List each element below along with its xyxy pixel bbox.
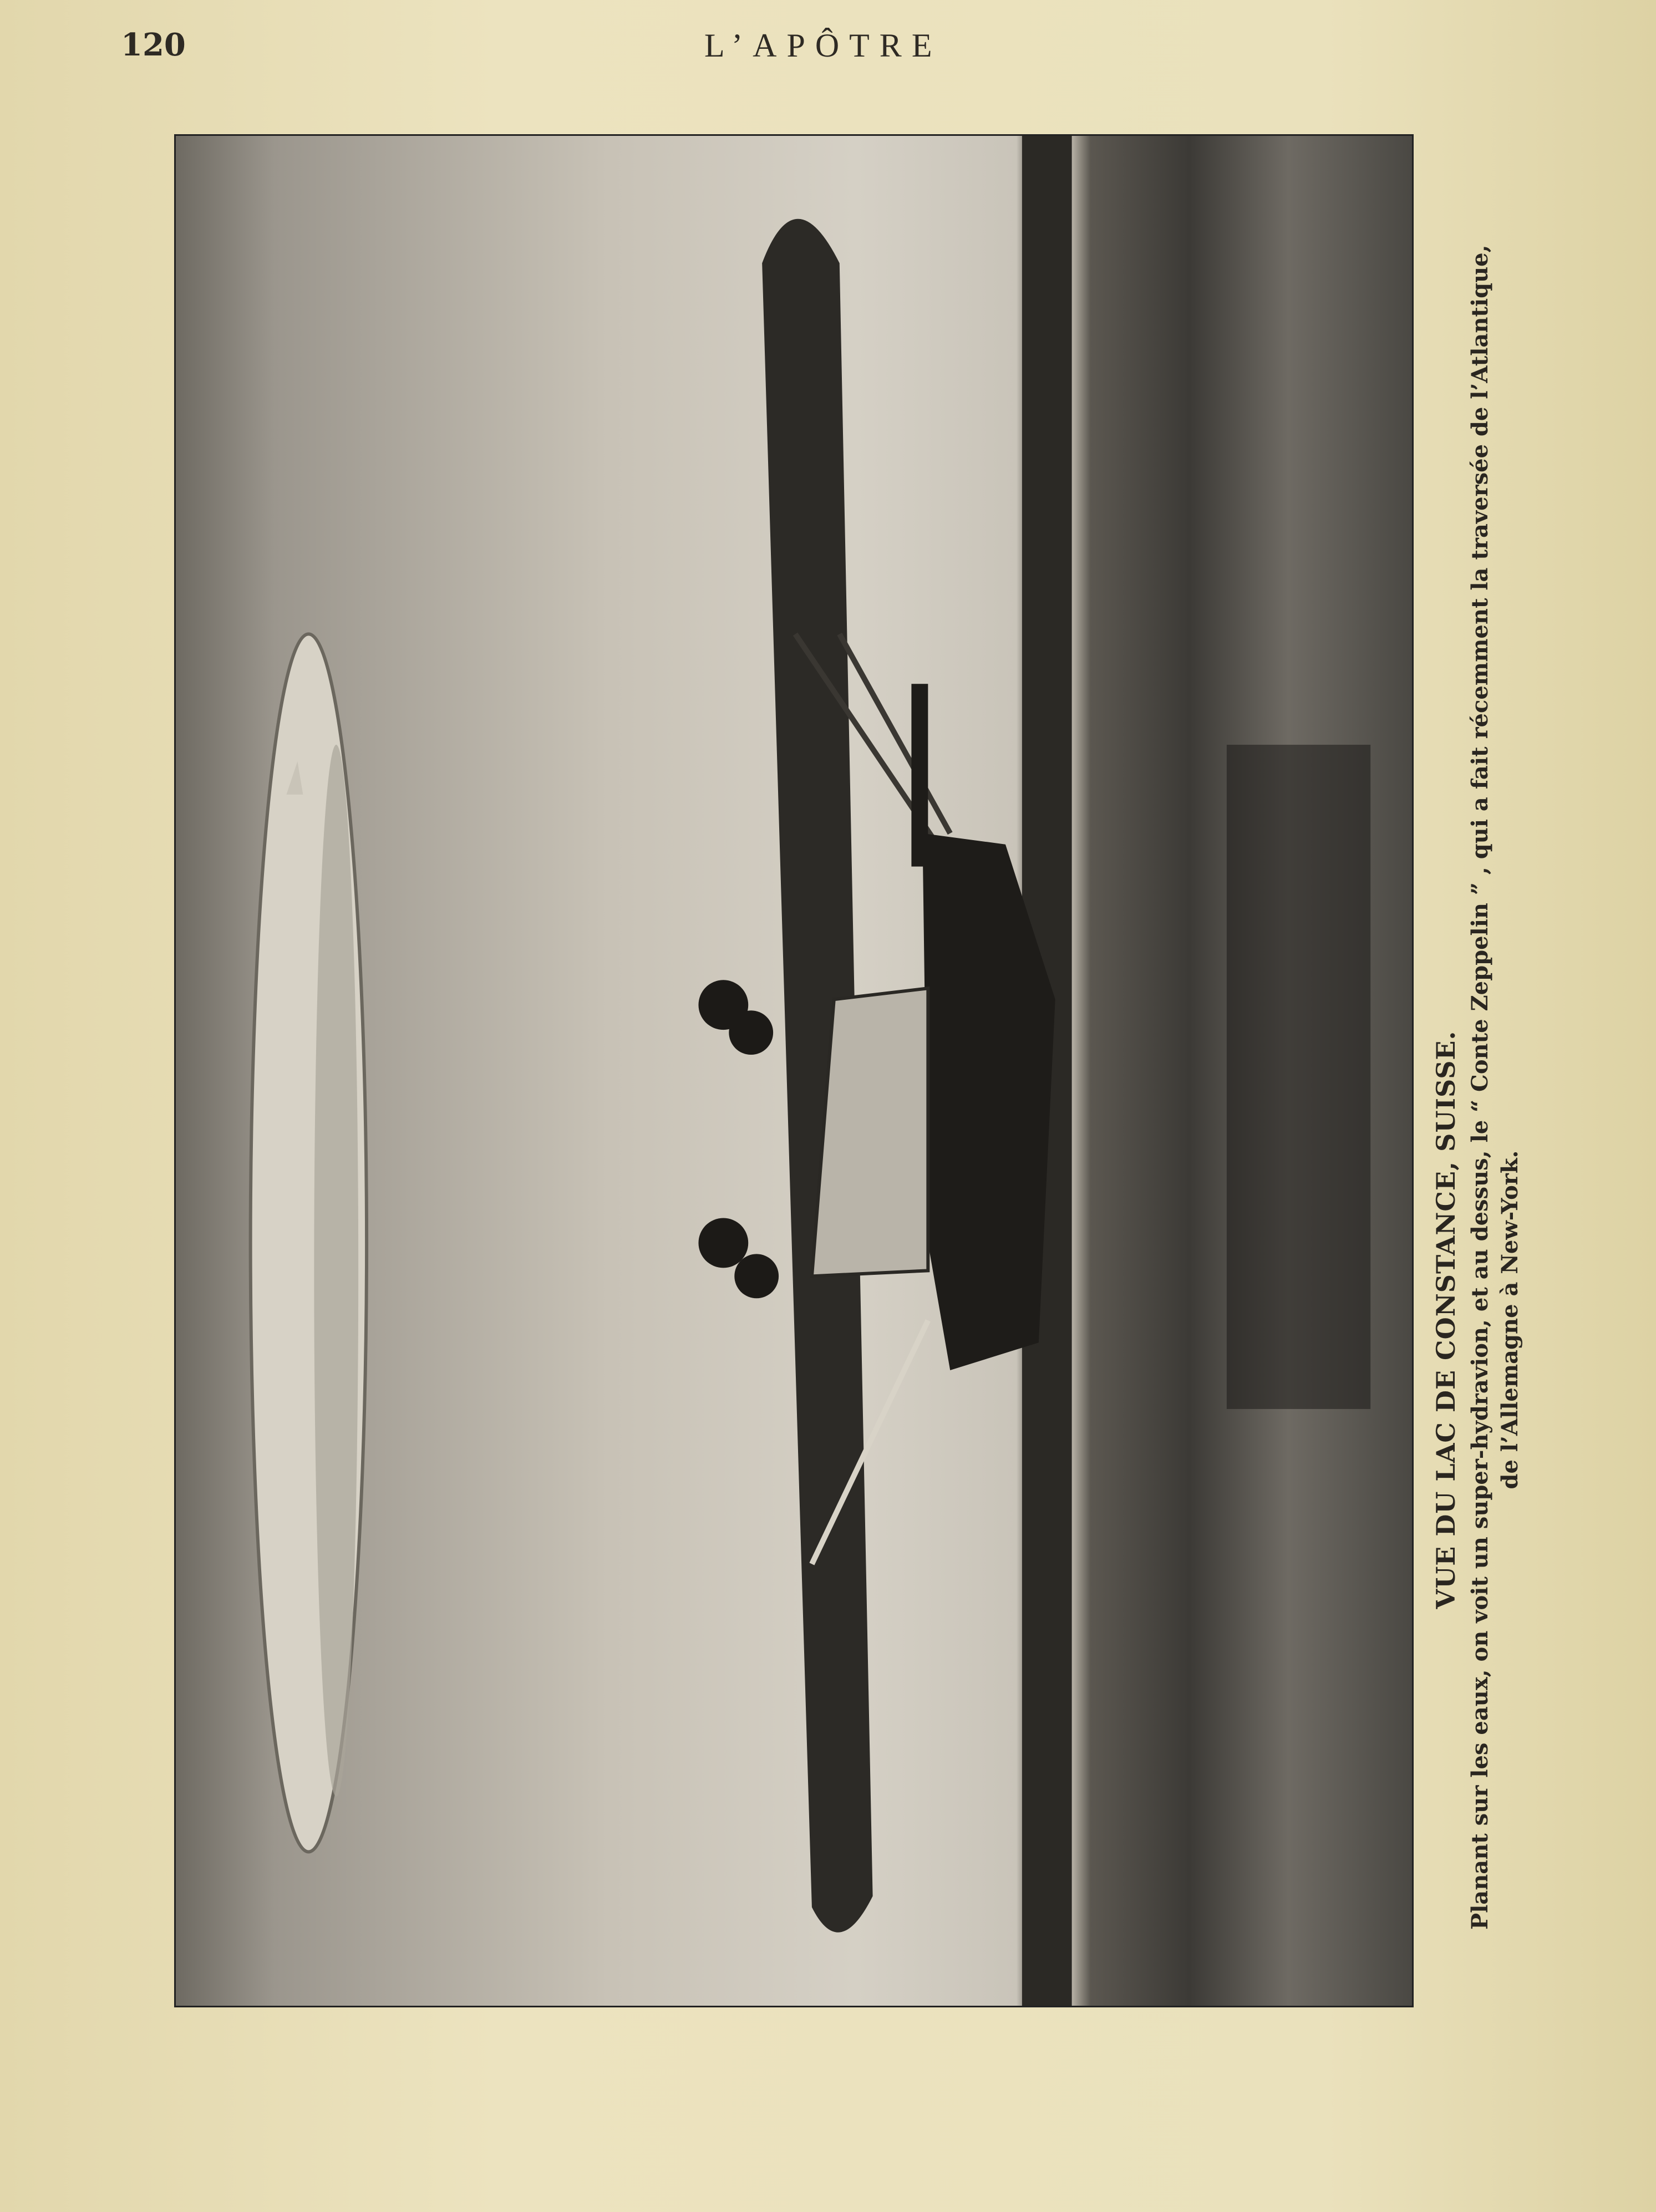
caption-title: VUE DU LAC DE CONSTANCE, SUISSE. <box>1431 1030 1461 1609</box>
caption-line-2: de l’Allemagne à New-York. <box>1497 1150 1523 1489</box>
water-dark-patch <box>1227 745 1370 1409</box>
photo-illustration <box>176 136 1412 2006</box>
seaplane-tail <box>911 684 928 866</box>
wing-strut <box>840 634 950 833</box>
photograph <box>174 134 1414 2007</box>
photo-caption <box>1431 245 1553 1930</box>
propeller <box>729 1010 773 1055</box>
propeller <box>698 1218 748 1268</box>
page-number: 120 <box>121 27 186 63</box>
zeppelin-shadow <box>314 745 358 1797</box>
propeller <box>734 1254 779 1298</box>
caption-line-1: Planant sur les eaux, on voit un super-hydravion, et au dessus, le “ Conte Zeppelin ” , qui a fait récemment la traversée de l’Atlantique, <box>1467 245 1493 1930</box>
running-title: L’APÔTRE <box>704 27 942 64</box>
